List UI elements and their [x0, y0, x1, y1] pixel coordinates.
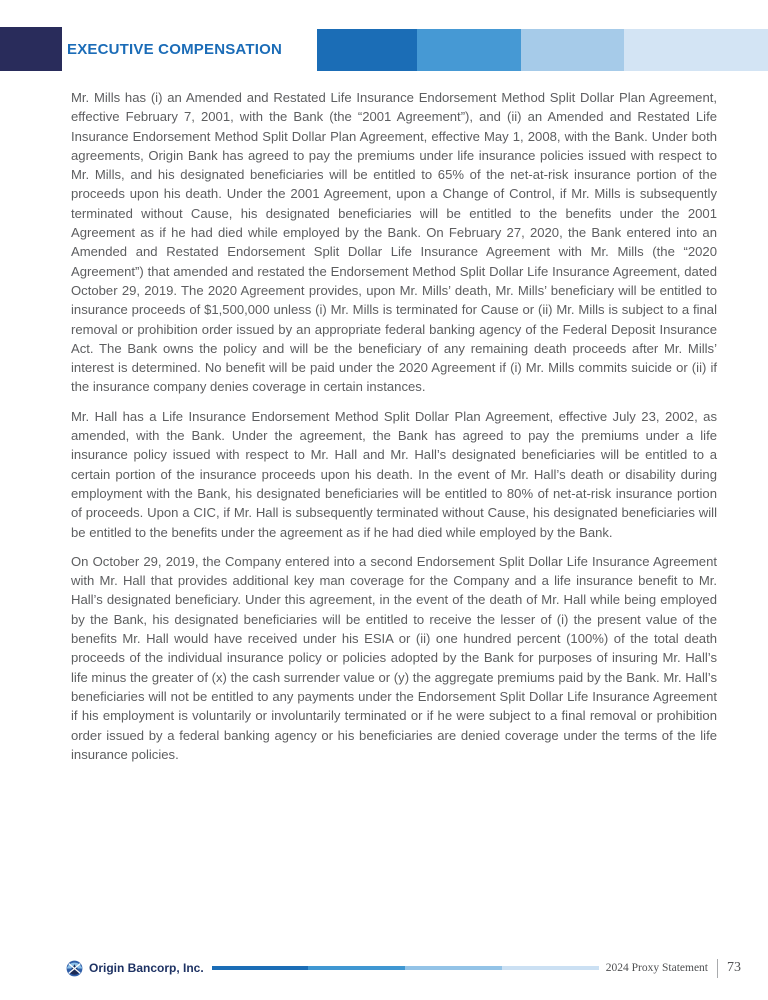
header-bar-segment: [417, 29, 521, 71]
footer-divider: [717, 959, 718, 978]
origin-bancorp-logo-icon: [66, 960, 83, 977]
header-navy-block: [0, 27, 62, 71]
header-bar-segment: [317, 29, 417, 71]
page-footer: [66, 955, 741, 981]
header-bar-segment: [624, 29, 768, 71]
document-title: 2024 Proxy Statement: [605, 962, 708, 974]
paragraph-hall-second-agreement: On October 29, 2019, the Company entered into a second Endorsement Split Dollar Life Insurance Agreement with Mr. Hall that provides additional key man coverage for the Company and a life insurance benefit to Mr. Hall’s designated beneficiary. Under this agreement, in the event of the death of Mr. Hall while being employed by the Bank, his designated beneficiaries will be entitled to receive the lesser of (i) the present value of the benefits Mr. Hall would have received under his ESIA or (ii) one hundred percent (100%) of the total death proceeds of the individual insurance policy or policies adopted by the Bank for purposes of insuring Mr. Hall’s life minus the greater of (x) the cash surrender value or (y) the aggregate premiums paid by the Bank. Mr. Hall’s beneficiaries will not be entitled to any payments under the Endorsement Split Dollar Life Insurance Agreement if his employment is voluntarily or involuntarily terminated or if he were subject to a final removal or prohibition order issued by a federal banking agency or his beneficiaries are denied coverage under the terms of the life insurance policies.: [71, 553, 717, 762]
footer-rule-segment: [405, 966, 502, 970]
paragraph-mills-agreements: Mr. Mills has (i) an Amended and Restated Life Insurance Endorsement Method Split Dollar Plan Agreement, effective February 7, 2001, with the Bank (the “2001 Agreement”), and (ii) an Amended and Restated Life Insurance Endorsement Method Split Dollar Plan Agreement, effective May 1, 2008, with the Bank. Under both agreements, Origin Bank has agreed to pay the premiums under life insurance policies issued with respect to Mr. Mills, and his designated beneficiaries will be entitled to 65% of the net-at-risk insurance portion of the proceeds upon his death. Under the 2001 Agreement, upon a Change of Control, if Mr. Mills is subsequently terminated without Cause, his designated beneficiaries will be entitled to the benefits under the 2001 Agreement as if he had died while employed by the Bank. On February 27, 2020, the Bank entered into an Amended and Restated Endorsement Split Dollar Life Insurance Agreement with Mr. Mills (the “2020 Agreement”) that amended and restated the Endorsement Method Split Dollar Life Insurance Agreement, dated October 29, 2019. The 2020 Agreement provides, upon Mr. Mills’ death, Mr. Mills’ beneficiary will be entitled to insurance proceeds of $1,500,000 unless (i) Mr. Mills is terminated for Cause or (ii) Mr. Mills is subject to a final removal or prohibition order issued by an appropriate federal banking agency of the Federal Deposit Insurance Act. The Bank owns the policy and will be the beneficiary of any remaining death proceeds after Mr. Mills’ interest is determined. No benefit will be paid under the 2020 Agreement if (i) Mr. Mills commits suicide or (ii) if the insurance company denies coverage in certain instances.: [71, 90, 717, 395]
company-name: Origin Bancorp, Inc.: [89, 961, 204, 975]
footer-rule-segment: [502, 966, 599, 970]
header-bar-segment: [521, 29, 624, 71]
body-text: [71, 88, 717, 774]
section-title: EXECUTIVE COMPENSATION: [67, 41, 282, 58]
paragraph-hall-agreement: Mr. Hall has a Life Insurance Endorsement Method Split Dollar Plan Agreement, effective July 23, 2002, as amended, with the Bank. Under the agreement, the Bank has agreed to pay the premiums under a life insurance policy issued with respect to Mr. Hall and Mr. Hall’s designated beneficiaries will be entitled to a certain portion of the insurance proceeds upon his death. In the event of Mr. Hall’s death or disability during employment with the Bank, his designated beneficiaries will be entitled to 80% of net-at-risk insurance portion of proceeds. Upon a CIC, if Mr. Hall is subsequently terminated without Cause, his designated beneficiaries will be entitled to the benefits under the agreement as if he had died while employed by the Bank.: [71, 408, 717, 540]
footer-rule-segment: [212, 966, 309, 970]
footer-rule-segment: [308, 966, 405, 970]
header-gradient-bar: [317, 29, 768, 71]
footer-gradient-rule: [212, 966, 599, 970]
page-number: 73: [727, 960, 741, 975]
